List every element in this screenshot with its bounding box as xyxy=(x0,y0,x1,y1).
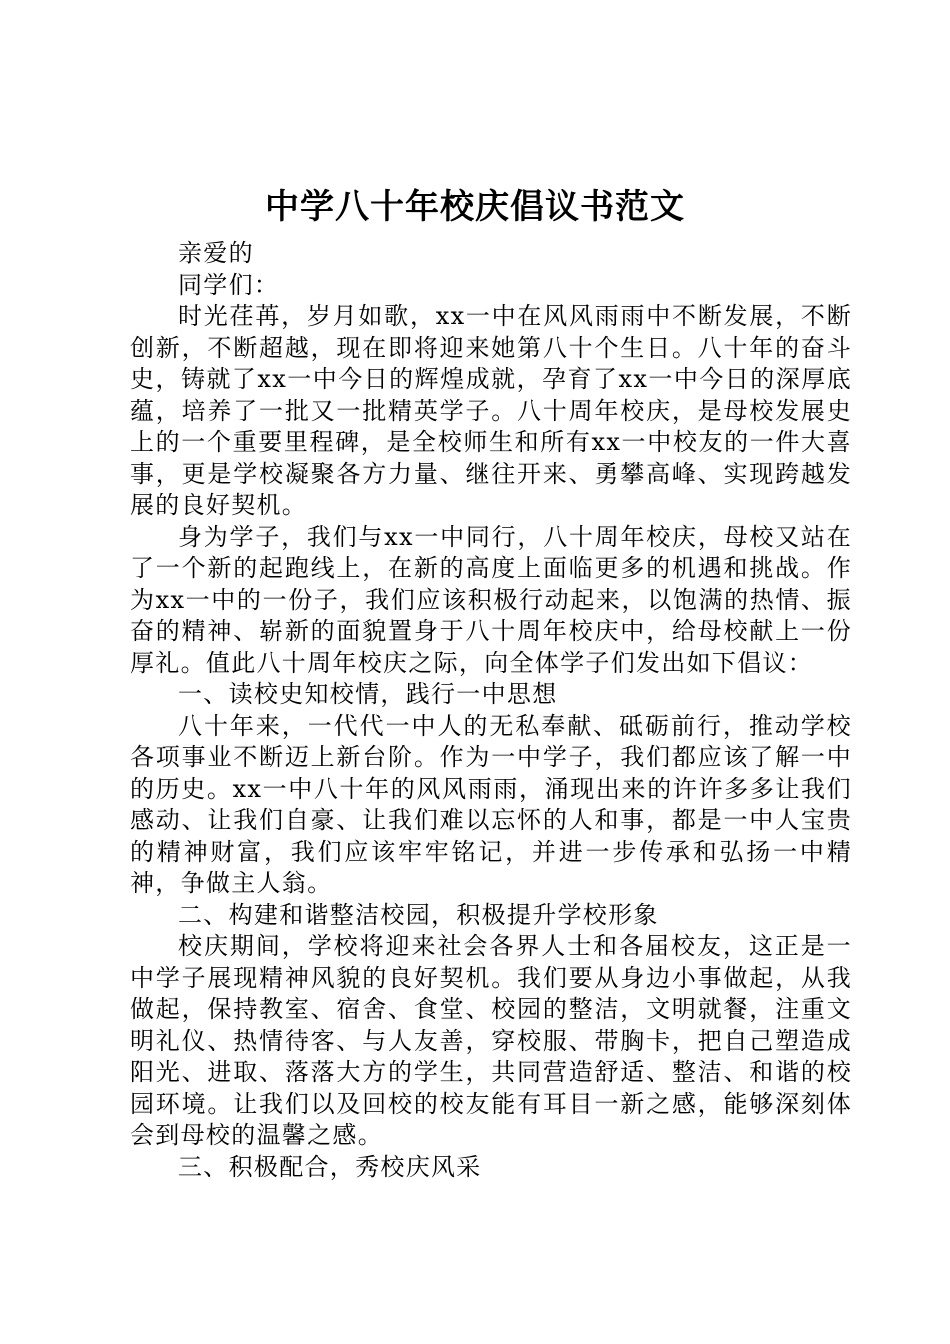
paragraph: 八十年来，一代代一中人的无私奉献、砥砺前行，推动学校各项事业不断迈上新台阶。作为一中学子，我们都应该了解一中的历史。xx一中八十年的风风雨雨，涌现出来的许许多多让我们感动、让我们自豪、让我们难以忘怀的人和事，都是一中人宝贵的精神财富，我们应该牢牢铭记，并进一步传承和弘扬一中精神，争做主人翁。 xyxy=(130,711,852,897)
section-heading: 三、积极配合，秀校庆风采 xyxy=(178,1152,482,1181)
document-body xyxy=(130,238,852,1183)
section-heading: 一、读校史知校情，践行一中思想 xyxy=(178,680,558,708)
paragraph: 校庆期间，学校将迎来社会各界人士和各届校友，这正是一中学子展现精神风貌的良好契机。我们要从身边小事做起，从我做起，保持教室、宿舍、食堂、校园的整洁，文明就餐，注重文明礼仪、热情待客、与人友善，穿校服、带胸卡，把自己塑造成阳光、进取、落落大方的学生，共同营造舒适、整洁、和谐的校园环境。让我们以及回校的校友能有耳目一新之感，能够深刻体会到母校的温馨之感。 xyxy=(130,932,852,1149)
paragraph: 时光荏苒，岁月如歌，xx一中在风风雨雨中不断发展，不断创新，不断超越，现在即将迎来她第八十个生日。八十年的奋斗史，铸就了xx一中今日的辉煌成就，孕育了xx一中今日的深厚底蕴，培养了一批又一批精英学子。八十周年校庆，是母校发展史上的一个重要里程碑，是全校师生和所有xx一中校友的一件大喜事，更是学校凝聚各方力量、继往开来、勇攀高峰、实现跨越发展的良好契机。 xyxy=(130,302,852,519)
paragraph: 身为学子，我们与xx一中同行，八十周年校庆，母校又站在了一个新的起跑线上，在新的高度上面临更多的机遇和挑战。作为xx一中的一份子，我们应该积极行动起来，以饱满的热情、振奋的精神、崭新的面貌置身于八十周年校庆中，给母校献上一份厚礼。值此八十周年校庆之际，向全体学子们发出如下倡议： xyxy=(130,522,852,677)
salutation-line-2: 同学们： xyxy=(178,270,280,299)
section-heading: 二、构建和谐整洁校园，积极提升学校形象 xyxy=(178,900,659,929)
salutation-line-1: 亲爱的 xyxy=(178,239,254,267)
document-title: 中学八十年校庆倡议书范文 xyxy=(265,187,685,227)
